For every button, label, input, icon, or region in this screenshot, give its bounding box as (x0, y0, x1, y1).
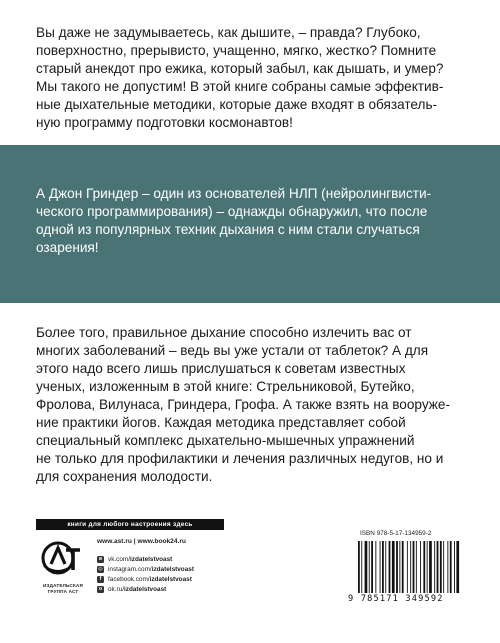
social-link-prefix: vk.com/ (108, 555, 131, 563)
ast-logo (40, 536, 84, 578)
publisher-name: ИЗДАТЕЛЬСКАЯ ГРУППА АСТ (43, 583, 83, 594)
vk-icon: в (98, 555, 103, 562)
social-link-vk[interactable] (97, 554, 194, 564)
social-link-ok[interactable] (97, 584, 194, 594)
isbn-label: ISBN 978-5-17-134959-2 (360, 530, 432, 537)
social-link-instagram[interactable] (97, 564, 194, 574)
ok-icon: о (98, 585, 103, 592)
quote-paragraph: А Джон Гриндер – один из основателей НЛП (нейролингвисти- ческого программирования) – однажды обнаружил, что после одной из популярных техник дыхания с ним стали случаться озарения! (36, 186, 432, 255)
social-link-handle: izdatelstvoast (149, 575, 192, 583)
facebook-icon: f (97, 576, 104, 583)
social-link-handle: izdatelstvoast (151, 565, 194, 573)
description-paragraph: Более того, правильное дыхание способно излечить вас от многих заболеваний – ведь вы уже устали от таблеток? А для этого надо всего лишь прислушаться к советам известных ученых, изложенным в этой книге: Стрельниковой, Бутейко, Фролова, Вилунаса, Гриндера, Грофа. А также взять на вооруже- ние практики йогов. Каждая методика представляет собой специальный комплекс дыхательно-мышечных упражнений не только для профилактики и лечения различных недугов, но и для сохранения молодости. (36, 325, 450, 484)
social-link-handle: izdatelstvoast (123, 585, 167, 593)
social-links (97, 554, 194, 594)
social-link-facebook[interactable] (97, 574, 194, 584)
barcode-number: 9 785171 349592 (348, 594, 444, 604)
publisher-websites[interactable]: www.ast.ru | www.book24.ru (97, 538, 186, 545)
social-link-handle: izdatelstvoast (130, 555, 173, 563)
instagram-icon: ◎ (98, 565, 103, 572)
isbn-barcode (356, 541, 464, 593)
intro-paragraph: Вы даже не задумываетесь, как дышите, – правда? Глубоко, поверхностно, прерывисто, учащенно, мягко, жестко? Помните старый анекдот про ежика, который забыл, как дышать, и умер? Мы такого не допустим! В этой книге собраны самые эффектив- ные дыхательные методики, которые даже входят в обязатель- ную программу подготовки космонавтов! (36, 25, 444, 130)
social-link-prefix: ok.ru/ (108, 585, 124, 593)
social-link-prefix: facebook.com/ (108, 575, 150, 583)
social-link-prefix: instagram.com/ (108, 565, 152, 573)
publisher-tagline: книги для любого настроения здесь (36, 519, 224, 530)
